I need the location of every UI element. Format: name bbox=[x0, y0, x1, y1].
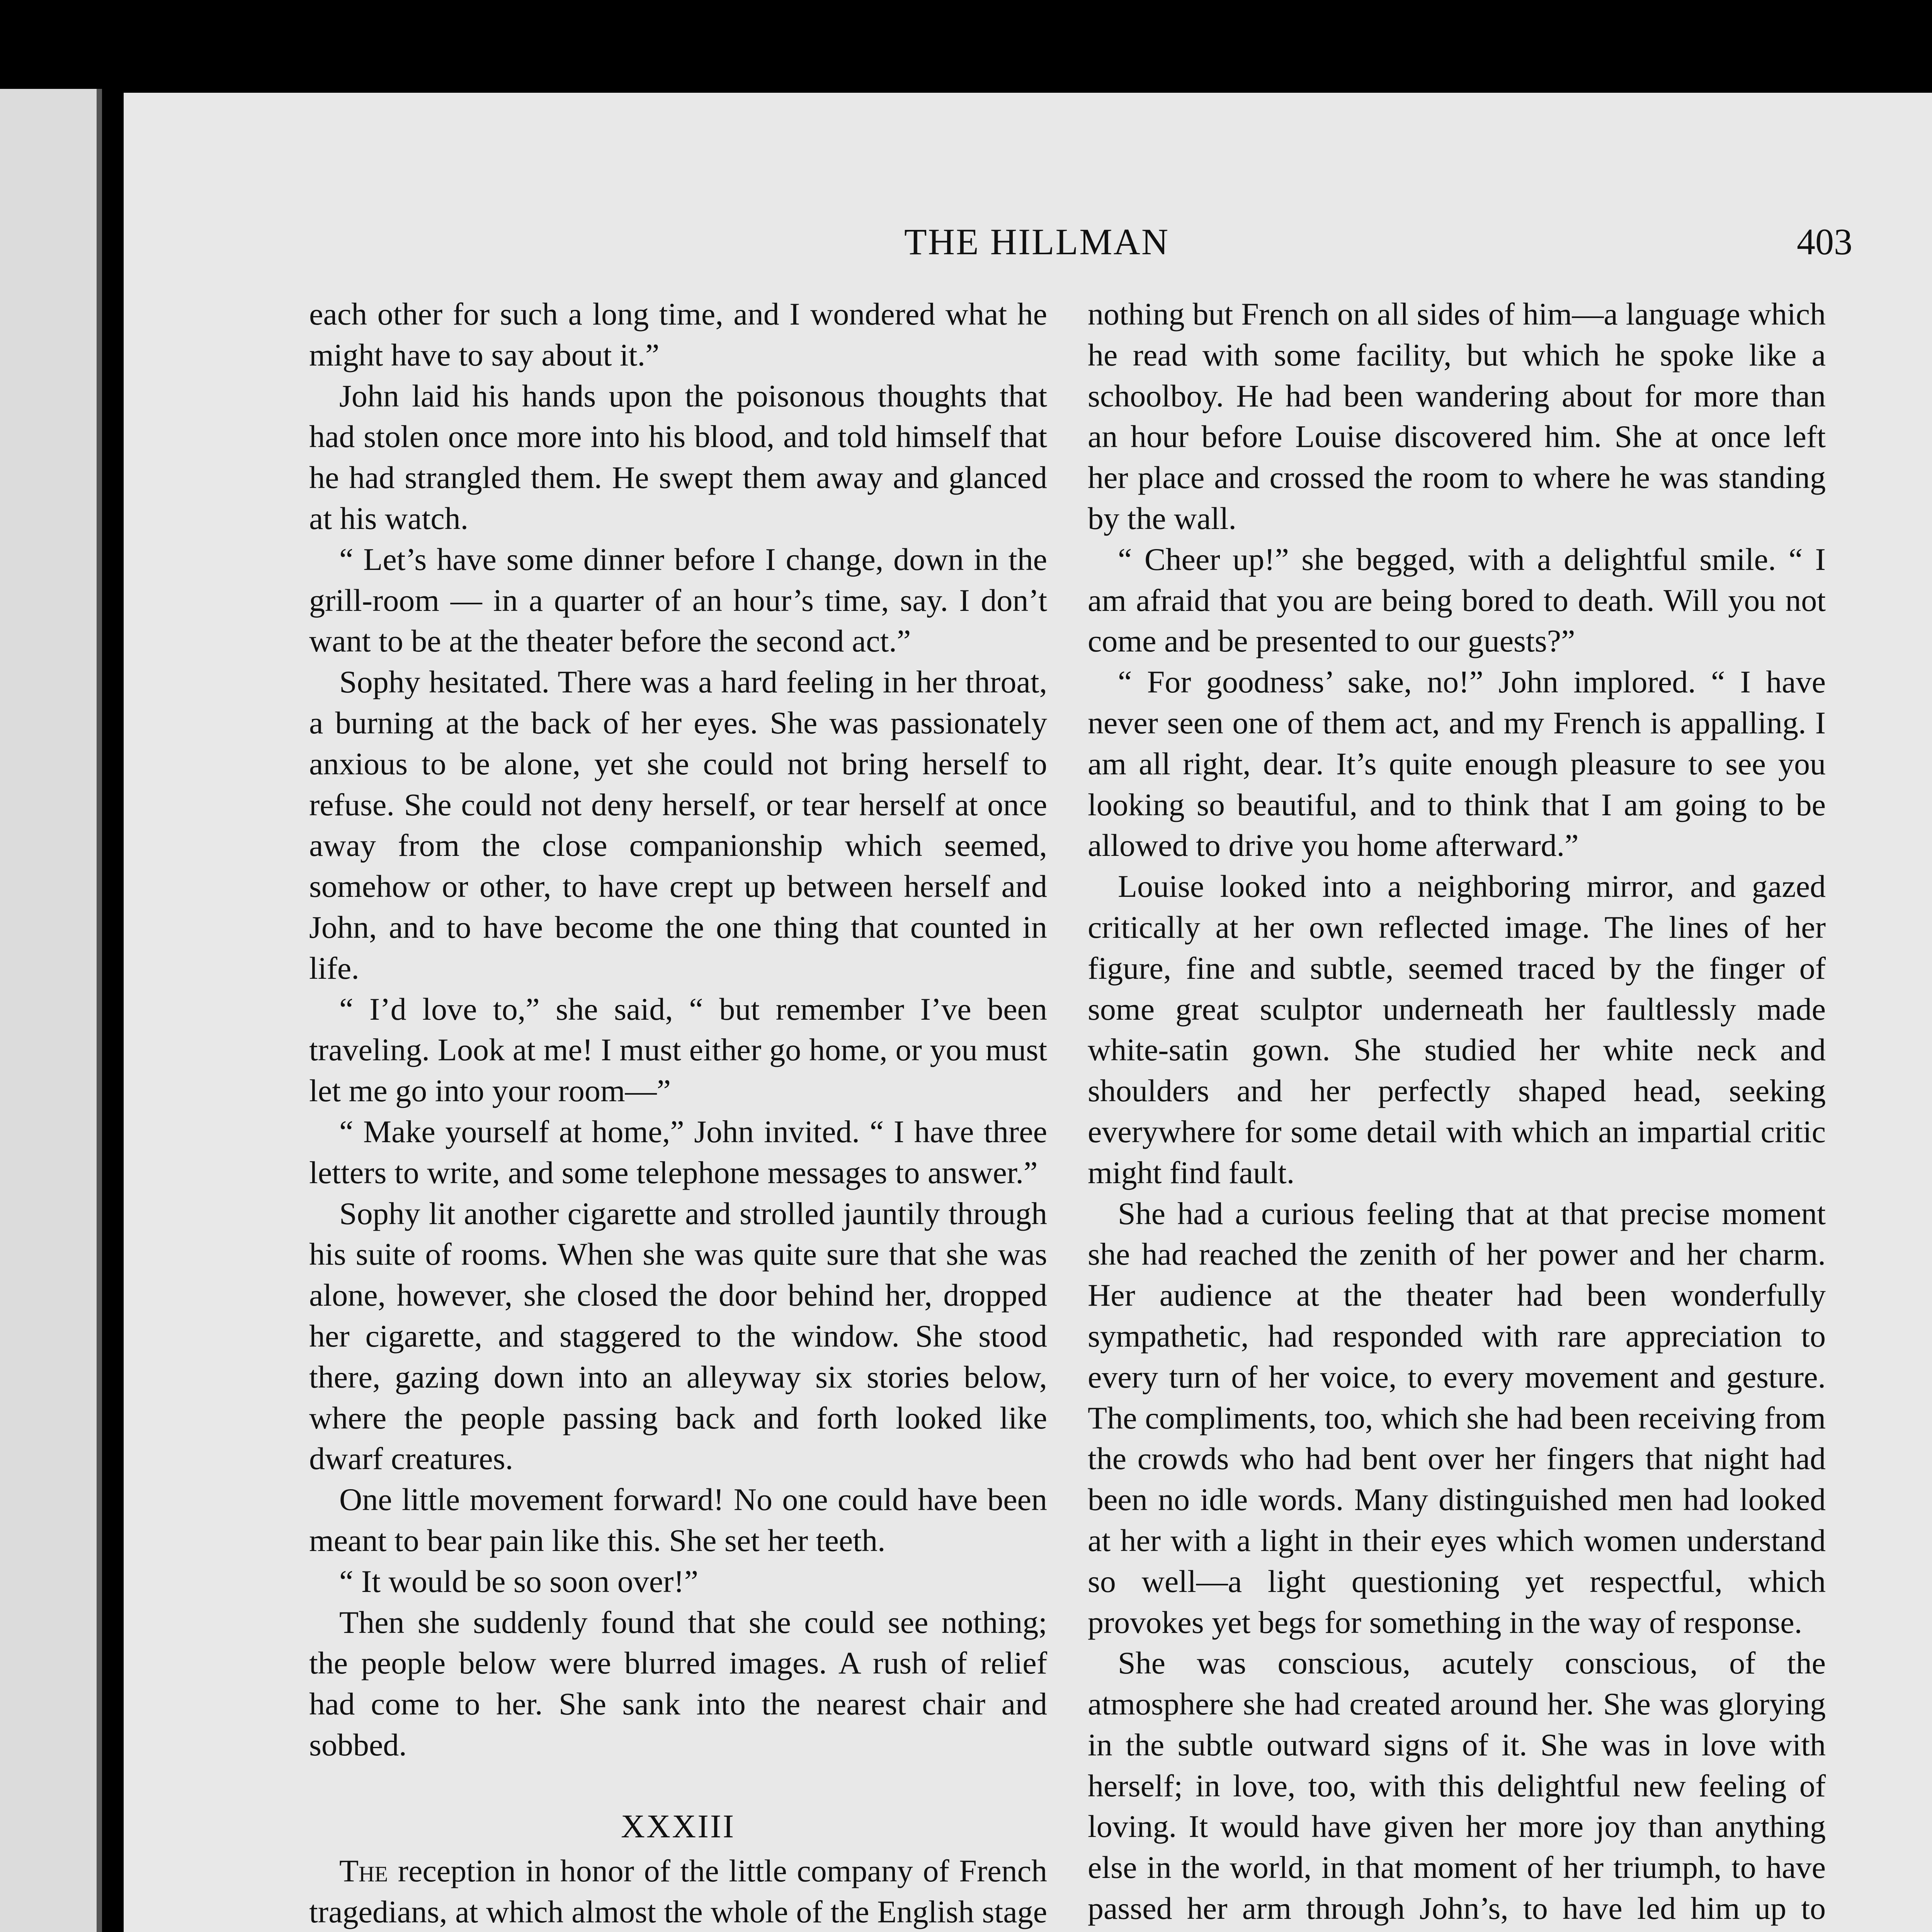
paragraph: “ I’d love to,” she said, “ but remember I’ve been traveling. Look at me! I must either go home, or you must let me go into your room—” bbox=[309, 991, 1047, 1109]
book-page bbox=[124, 93, 1932, 1932]
paragraph: nothing but French on all sides of him—a language which he read with some facility, but which he spoke like a schoolboy. He had been wandering about for more than an hour before Louise discovered him. She at once left her place and crossed the room to where he was standing by the wall. bbox=[1088, 296, 1826, 536]
page-number: 403 bbox=[1797, 221, 1852, 262]
paragraph bbox=[309, 1850, 1047, 1932]
paragraph: Sophy hesitated. There was a hard feeling in her throat, a burning at the back of her eyes. She was passionately anxious to be alone, yet she could not bring herself to refuse. She could not deny herself, or tear herself at once away from the close companionship which seemed, somehow or other, to have crept up between herself and John, and to have become the one thing that counted in life. bbox=[309, 664, 1047, 986]
running-title: THE HILLMAN bbox=[904, 221, 1170, 262]
paragraph: John laid his hands upon the poisonous thoughts that had stolen once more into his blood, and told himself that he had strangled them. He swept them away and glanced at his watch. bbox=[309, 378, 1047, 536]
paragraph: “ It would be so soon over!” bbox=[339, 1563, 699, 1599]
left-column bbox=[309, 294, 1047, 1932]
paragraph: One little movement forward! No one could have been meant to bear pain like this. She set her teeth. bbox=[309, 1482, 1047, 1558]
paragraph: She had a curious feeling that at that precise moment she had reached the zenith of her power and her charm. Her audience at the theater had been wonderfully sympathetic, had responded with rare appreciation to every turn of her voice, to every movement and gesture. The compliments, too, which she had been receiving from the crowds who had bent over her fingers that night had been no idle words. Many distinguished men had looked at her with a light in their eyes which women understand so well—a light questioning yet respectful, which provokes yet begs for something in the way of response. bbox=[1088, 1196, 1826, 1640]
paragraph: Louise looked into a neighboring mirror, and gazed critically at her own reflected image. The lines of her figure, fine and subtle, seemed traced by the finger of some great sculptor underneath her faultlessly made white-satin gown. She studied her white neck and shoulders and her perfectly shaped head, seeking everywhere for some detail with which an impartial critic might find fault. bbox=[1088, 869, 1826, 1190]
paragraph: She was conscious, acutely conscious, of the atmosphere she had created around her. She was glorying in the subtle outward signs of it. She was in love with herself; in love, too, with this delightful new feeling of loving. It would have given her more joy than anything else in the world, in that moment of her triumph, to have passed her arm through John’s, to have led him up to bbox=[1088, 1645, 1826, 1926]
right-column bbox=[1088, 294, 1826, 1932]
paragraph: each other for such a long time, and I wondered what he might have to say about it.” bbox=[309, 296, 1047, 372]
paragraph: “ Let’s have some dinner before I change, down in the grill-room — in a quarter of an hour’s time, say. I don’t want to be at the theater before the second act.” bbox=[309, 541, 1047, 659]
paragraph: “ Make yourself at home,” John invited. “ I have three letters to write, and some telephone messages to answer.” bbox=[309, 1114, 1047, 1190]
paragraph-text: reception in honor of the little company of French tragedians, at which almost the whole of the English stage bbox=[309, 1853, 1047, 1930]
paragraph: “ Cheer up!” she begged, with a delightful smile. “ I am afraid that you are being bored to death. Will you not come and be presented to our guests?” bbox=[1088, 541, 1826, 659]
chapter-lead-word: The bbox=[339, 1853, 388, 1889]
chapter-heading: XXXIII bbox=[621, 1807, 736, 1845]
paragraph: Then she suddenly found that she could see nothing; the people below were blurred images. A rush of relief had come to her. She sank into the nearest chair and sobbed. bbox=[309, 1604, 1047, 1762]
facing-page-edge bbox=[0, 89, 102, 1932]
paragraph: Sophy lit another cigarette and strolled jauntily through his suite of rooms. When she was quite sure that she was alone, however, she closed the door behind her, dropped her cigarette, and staggered to the window. She stood there, gazing down into an alleyway six stories below, where the people passing back and forth looked like dwarf creatures. bbox=[309, 1196, 1047, 1476]
running-head bbox=[124, 220, 1932, 267]
paragraph: “ For goodness’ sake, no!” John implored. “ I have never seen one of them act, and my French is appalling. I am all right, dear. It’s quite enough pleasure to see you looking so beautiful, and to think that I am going to be allowed to drive you home afterward.” bbox=[1088, 664, 1826, 863]
